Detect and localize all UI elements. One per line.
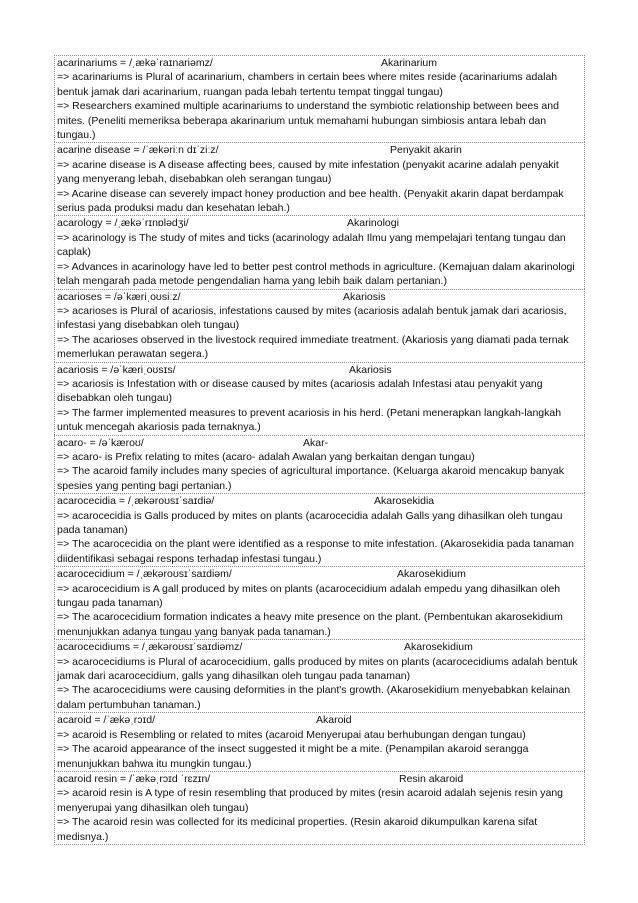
example-sentence: => The farmer implemented measures to prevent acariosis in his herd. (Petani menerapkan langkah-langkah untuk mencegah akariosis pada ternaknya.) — [57, 406, 562, 434]
document-page — [54, 55, 585, 845]
definition: => acarocecidium is A gall produced by mites on plants (acarocecidium adalah empedu yang dihasilkan oleh tungau pada tanaman) — [57, 582, 561, 610]
definition: => acarine disease is A disease affecting bees, caused by mite infestation (penyakit acarine adalah penyakit yang menyerang lebah, disebabkan oleh serangan tungau) — [57, 158, 559, 186]
dictionary-entry — [54, 142, 585, 215]
definition: => acaroid resin is A type of resin resembling that produced by mites (resin acaroid adalah sejenis resin yang menyerupai yang dihasilkan oleh tungau) — [57, 787, 564, 814]
translation: Penyakit akarin — [390, 144, 462, 157]
example-sentence: => Acarine disease can severely impact honey production and bee health. (Penyakit akarin dapat berdampak serius pada produksi madu dan kesehatan lebah.) — [57, 187, 564, 215]
entry-heading — [57, 363, 583, 377]
definition: => acarocecidiums is Plural of acarocecidium, galls produced by mites on plants (acarocecidiums adalah bentuk jamak dari acarocecidium, galls yang dihasilkan oleh tungau pada tanaman) — [57, 655, 578, 683]
translation: Akarinarium — [381, 57, 438, 69]
dictionary-entry — [54, 362, 585, 435]
definition: => acarinariums is Plural of acarinarium, chambers in certain bees where mites reside (acarinariums adalah bentuk jamak dari acarinarium, ruangan pada lebah tertentu tempat tinggal tungau) — [57, 71, 558, 98]
translation: Akar- — [303, 436, 329, 449]
dictionary-entry — [54, 771, 585, 845]
headword-pronunciation: acarology = /ˌækəˈrɪnɒlədʒi/ — [57, 217, 189, 230]
translation: Akarinologi — [347, 217, 399, 230]
dictionary-entry — [54, 215, 585, 288]
dictionary-entry — [54, 55, 585, 142]
headword-pronunciation: acaroid resin = /ˈækəˌrɔɪd ˈrɛzɪn/ — [57, 772, 211, 785]
example-sentence: => Advances in acarinology have led to better pest control methods in agriculture. (Kemajuan dalam akarinologi telah mengarah pada metode pengendalian hama yang lebih baik dalam pertanian.) — [57, 260, 575, 288]
entry-heading — [57, 713, 583, 727]
example-sentence: => The acaroid family includes many species of agricultural importance. (Keluarga akaroid mencakup banyak spesies yang penting bagi pertanian.) — [57, 465, 564, 492]
translation: Akaroid — [316, 714, 352, 727]
dictionary-entry — [54, 435, 585, 494]
example-sentence: => The acaroid resin was collected for its medicinal properties. (Resin akaroid dikumpulkan karena sifat medisnya.) — [57, 816, 538, 843]
entry-heading — [57, 436, 583, 450]
example-sentence: => The acarioses observed in the livestock required immediate treatment. (Akariosis yang diamati pada ternak memerlukan perawatan segera.) — [57, 333, 569, 361]
example-sentence: => The acarocecidium formation indicates a heavy mite presence on the plant. (Pembentukan akarosekidium menunjukkan adanya tungau yang banyak pada tanaman.) — [57, 611, 563, 638]
definition: => acarioses is Plural of acariosis, infestations caused by mites (acariosis adalah bentuk jamak dari acariosis, infestasi yang disebabkan oleh tungau) — [57, 304, 567, 332]
entry-heading — [57, 640, 583, 654]
entry-heading — [57, 56, 583, 70]
dictionary-entry — [54, 493, 585, 566]
dictionary-entry — [54, 566, 585, 639]
translation: Akariosis — [349, 363, 392, 376]
headword-pronunciation: acarioses = /əˈkæriˌoʊsiːz/ — [57, 290, 181, 303]
definition: => acariosis is Infestation with or disease caused by mites (acariosis adalah Infestasi atau penyakit yang disebabkan oleh tungau) — [57, 377, 543, 405]
headword-pronunciation: acarocecidium = /ˌækəroʊsɪˈsaɪdiəm/ — [57, 568, 232, 581]
headword-pronunciation: acarocecidiums = /ˌækəroʊsɪˈsaɪdiəmz/ — [57, 641, 243, 654]
example-sentence: => The acaroid appearance of the insect suggested it might be a mite. (Penampilan akaroid serangga menunjukkan bahwa itu mungkin tungau.) — [57, 743, 529, 770]
entry-heading — [57, 567, 583, 581]
dictionary-entry — [54, 712, 585, 771]
example-sentence: => The acarocecidia on the plant were identified as a response to mite infestation. (Akarosekidia pada tanaman diidentifikasi sebagai respons terhadap infestasi tungau.) — [57, 538, 574, 565]
translation: Akarosekidium — [404, 641, 473, 654]
headword-pronunciation: acaro- = /əˈkæroʊ/ — [57, 436, 144, 449]
translation: Resin akaroid — [399, 772, 464, 785]
headword-pronunciation: acaroid = /ˈækəˌrɔɪd/ — [57, 714, 155, 727]
example-sentence: => The acarocecidiums were causing deformities in the plant's growth. (Akarosekidium menyebabkan kelainan dalam pertumbuhan tanaman.) — [57, 684, 571, 711]
dictionary-entry — [54, 289, 585, 362]
headword-pronunciation: acarinariums = /ˌækəˈraɪnariəmz/ — [57, 57, 213, 69]
entry-heading — [57, 290, 583, 304]
translation: Akariosis — [343, 290, 386, 303]
headword-pronunciation: acarine disease = /ˈækəriːn dɪˈziːz/ — [57, 144, 219, 157]
headword-pronunciation: acariosis = /əˈkæriˌoʊsɪs/ — [57, 363, 176, 376]
definition: => acarocecidia is Galls produced by mites on plants (acarocecidia adalah Galls yang dihasilkan oleh tungau pada tanaman) — [57, 509, 563, 536]
translation: Akarosekidia — [374, 495, 435, 508]
entry-heading — [57, 143, 583, 157]
entry-heading — [57, 494, 583, 508]
definition: => acaro- is Prefix relating to mites (acaro- adalah Awalan yang berkaitan dengan tungau) — [57, 450, 475, 463]
definition: => acaroid is Resembling or related to mites (acaroid Menyerupai atau berhubungan dengan tungau) — [57, 728, 526, 741]
entry-heading — [57, 772, 583, 786]
example-sentence: => Researchers examined multiple acarinariums to understand the symbiotic relationship between bees and mites. (Peneliti memeriksa beberapa akarinarium untuk memahami hubungan simbiosis antara lebah dan tungau.) — [57, 100, 559, 142]
dictionary-entry — [54, 639, 585, 712]
translation: Akarosekidium — [397, 568, 466, 581]
definition: => acarinology is The study of mites and ticks (acarinology adalah Ilmu yang mempelajari tentang tungau dan caplak) — [57, 231, 566, 259]
headword-pronunciation: acarocecidia = /ˌækəroʊsɪˈsaɪdiə/ — [57, 495, 215, 508]
entry-heading — [57, 216, 583, 230]
